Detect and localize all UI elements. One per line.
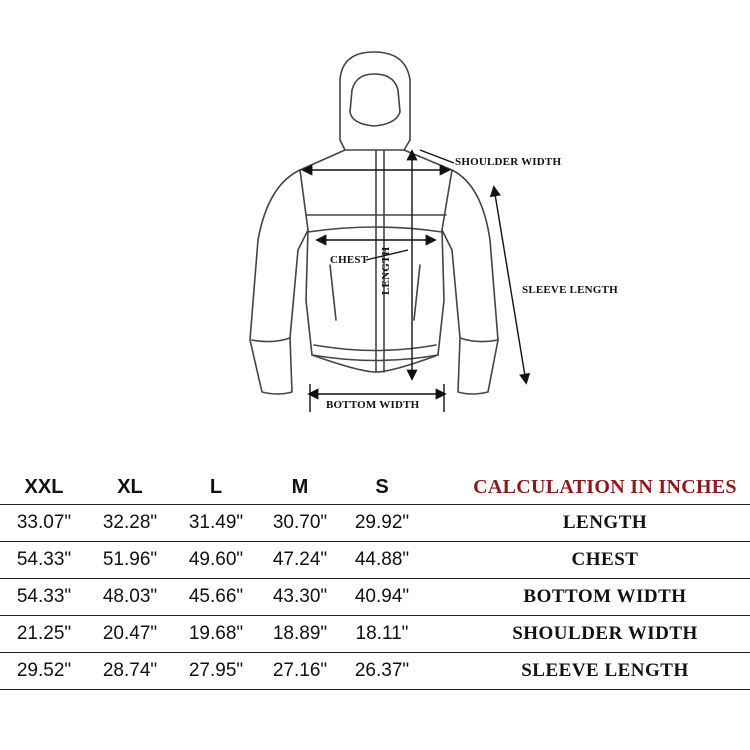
table-cell: 30.70" bbox=[272, 512, 328, 533]
table-cell: 27.95" bbox=[188, 660, 244, 681]
table-row bbox=[0, 616, 750, 653]
table-cell: 43.30" bbox=[272, 586, 328, 607]
row-label: SHOULDER WIDTH bbox=[512, 623, 698, 644]
table-cell: 45.66" bbox=[188, 586, 244, 607]
size-header-m: M bbox=[291, 475, 309, 498]
table-cell: 28.74" bbox=[102, 660, 158, 681]
row-label: CHEST bbox=[571, 549, 639, 570]
row-label: BOTTOM WIDTH bbox=[523, 586, 687, 607]
size-header-xl: XL bbox=[117, 475, 143, 498]
sleeve-length-label: SLEEVE LENGTH bbox=[522, 284, 618, 296]
table-cell: 48.03" bbox=[102, 586, 158, 607]
table-cell: 49.60" bbox=[188, 549, 244, 570]
table-cell: 47.24" bbox=[272, 549, 328, 570]
size-header-row bbox=[0, 470, 750, 505]
table-row bbox=[0, 542, 750, 579]
table-cell: 31.49" bbox=[188, 512, 244, 533]
table-cell: 51.96" bbox=[102, 549, 158, 570]
shoulder-width-label: SHOULDER WIDTH bbox=[455, 156, 562, 168]
size-chart-table bbox=[0, 470, 750, 690]
table-cell: 27.16" bbox=[272, 660, 328, 681]
row-label: LENGTH bbox=[562, 512, 648, 533]
table-cell: 19.68" bbox=[188, 623, 244, 644]
bottom-width-label: BOTTOM WIDTH bbox=[326, 399, 420, 411]
table-title: CALCULATION IN INCHES bbox=[473, 475, 737, 498]
table-cell: 18.11" bbox=[355, 623, 409, 644]
table-row bbox=[0, 505, 750, 542]
table-cell: 54.33" bbox=[16, 586, 72, 607]
row-label: SLEEVE LENGTH bbox=[521, 660, 689, 681]
table-cell: 33.07" bbox=[16, 512, 72, 533]
table-cell: 21.25" bbox=[16, 623, 72, 644]
table-cell: 20.47" bbox=[102, 623, 158, 644]
table-cell: 18.89" bbox=[272, 623, 328, 644]
table-row bbox=[0, 653, 750, 690]
table-row bbox=[0, 579, 750, 616]
table-cell: 29.52" bbox=[16, 660, 72, 681]
size-header-xxl: XXL bbox=[24, 475, 64, 498]
table-cell: 32.28" bbox=[102, 512, 158, 533]
size-header-s: S bbox=[375, 475, 389, 498]
table-cell: 44.88" bbox=[354, 549, 410, 570]
length-label: LENGTH bbox=[380, 246, 392, 295]
table-cell: 54.33" bbox=[16, 549, 72, 570]
table-cell: 29.92" bbox=[354, 512, 410, 533]
table-cell: 26.37" bbox=[354, 660, 410, 681]
table-cell: 40.94" bbox=[354, 586, 410, 607]
chest-label: CHEST bbox=[330, 254, 369, 266]
size-header-l: L bbox=[209, 475, 223, 498]
